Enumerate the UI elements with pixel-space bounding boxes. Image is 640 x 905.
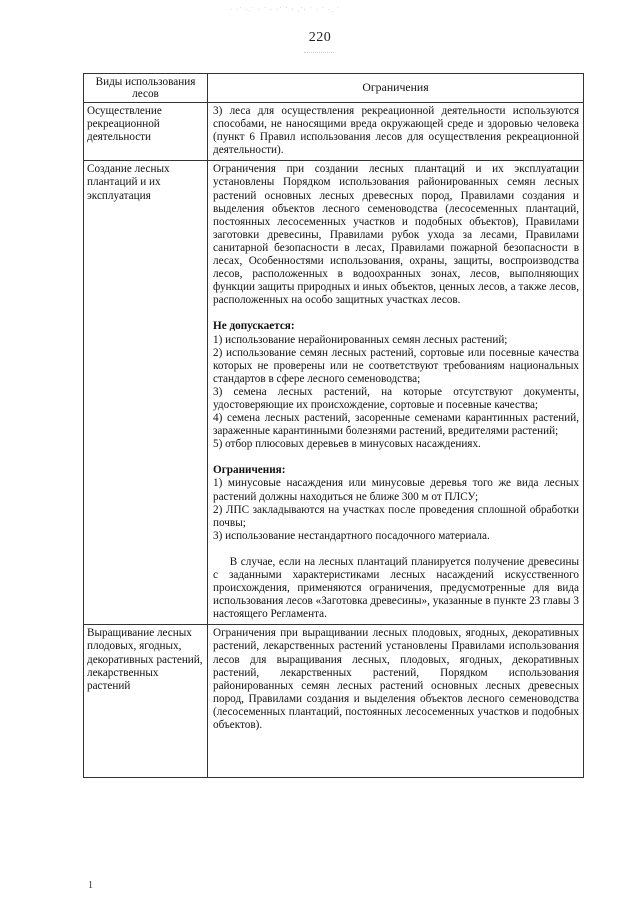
scan-noise-tick (304, 52, 334, 57)
table-row (84, 103, 584, 161)
scan-noise: · ·˙ ·.˙ · ˙ · ·˙ ˙ · .˙· ˙ · ˙ ·. ˙ (230, 6, 341, 14)
prohibited-item-3: 3) семена лесных растений, на которые отсутствуют документы, удостоверяющие их происхождение, сортовые и посевные качества; (213, 385, 579, 411)
footer-mark: 1 (88, 880, 93, 891)
table-row (84, 161, 584, 625)
prohibited-item-4: 4) семена лесных растений, засоренные семенами карантинных растений, зараженные карантинными болезнями растений, вредителями растений; (213, 412, 579, 438)
table-header-row (84, 74, 584, 103)
recreation-text: 3) леса для осуществления рекреационной деятельности используются способами, не наносящими вреда окружающей среде и здоровью человека (пункт 6 Правил использования лесов для осуществления рекреационной деятельности). (213, 105, 579, 157)
table-row (84, 625, 584, 778)
prohibited-item-2: 2) использование семян лесных растений, сортовые или посевные качества которых не проверены или не соответствуют требованиям национальных стандартов в сфере лесного семеноводства; (213, 346, 579, 385)
prohibited-title: Не допускается: (213, 320, 295, 333)
restrictions-title: Ограничения: (213, 464, 286, 477)
row-name-plantations: Создание лесных плантаций и их эксплуатация (84, 161, 208, 625)
restriction-item-2: 2) ЛПС закладываются на участках после проведения сплошной обработки почвы; (213, 503, 579, 529)
row-name-cultivation: Выращивание лесных плодовых, ягодных, декоративных растений, лекарственных растений (84, 625, 208, 778)
prohibited-item-5: 5) отбор плюсовых деревьев в минусовых насаждениях. (213, 438, 481, 451)
cultivation-text: Ограничения при выращивании лесных плодовых, ягодных, декоративных растений, лекарственных растений установлены Правилами использования лесов для выращивания лесных, плодовых, ягодных, декоративных растений, лекарственных растений, Порядком использования районированных семян лесных растений основных лесных древесных пород, Правилами создания и выделения объектов лесного семеноводства (лесосеменных плантаций, постоянных лесосеменных участков и подобных объектов). (213, 627, 579, 732)
plantations-intro: Ограничения при создании лесных плантаций и их эксплуатации установлены Порядком использования районированных семян лесных растений основных лесных древесных пород, Правилами создания и выделения объектов лесного семеноводства (лесосеменных плантаций, постоянных лесосеменных участков и подобных объектов), Правилами заготовки древесины, Правилами рубок ухода за лесами, Правилами санитарной безопасности в лесах, Правилами пожарной безопасности в лесах, Особенностями использования, охраны, защиты, воспроизводства лесов, расположенных в водоохранных зонах, лесов, выполняющих функции защиты природных и иных объектов, ценных лесов, а также лесов, расположенных на особо защитных участках лесов. (213, 163, 579, 307)
row-content-plantations (208, 161, 584, 625)
header-restrictions: Ограничения (208, 74, 584, 103)
row-content-cultivation (208, 625, 584, 778)
row-content-recreation (208, 103, 584, 161)
plantations-closing: В случае, если на лесных плантаций планируется получение древесины с заданными характеристиками лесных насаждений искусственного происхождения, применяются ограничения, предусмотренные для вида использования лесов «Заготовка древесины», указанные в пункте 23 главы 3 настоящего Регламента. (213, 555, 579, 621)
prohibited-item-1: 1) использование нерайонированных семян лесных растений; (213, 333, 508, 346)
page-number: 220 (308, 30, 332, 45)
row-name-recreation: Осуществление рекреационной деятельности (84, 103, 208, 161)
restrictions-table (83, 73, 584, 778)
restriction-item-3: 3) использование нестандартного посадочного материала. (213, 529, 490, 542)
restriction-item-1: 1) минусовые насаждения или минусовые деревья того же вида лесных растений должны находиться не ближе 300 м от ПЛСУ; (213, 477, 579, 503)
header-forest-use-types: Виды использования лесов (84, 74, 208, 103)
